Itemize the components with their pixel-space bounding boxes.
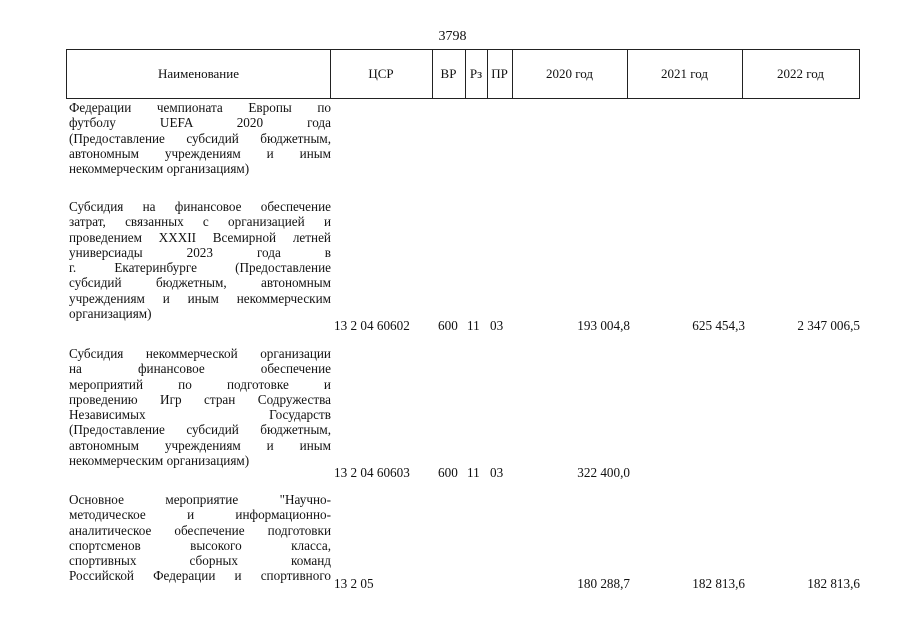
name-line: проведению Игр стран Содружества [69, 391, 331, 407]
name-line: автономным учреждениям и иным [69, 145, 331, 161]
row-rz: 11 [467, 318, 480, 333]
row-2020: 180 288,7 [577, 576, 630, 591]
row-csr: 13 2 05 [334, 576, 374, 591]
header-csr: ЦСР [368, 66, 394, 81]
row-2022: 2 347 006,5 [797, 318, 860, 333]
name-line: некоммерческим организациям) [69, 161, 250, 177]
name-line: спортивных сборных команд [69, 553, 331, 569]
header-name: Наименование [158, 66, 239, 81]
name-line: методическое и информационно- [69, 507, 331, 523]
row-2021: 625 454,3 [692, 318, 745, 333]
header-rz: Рз [469, 66, 483, 81]
name-line: организациям) [69, 306, 152, 322]
row-csr: 13 2 04 60602 [334, 318, 410, 333]
name-line: учреждениям и иным некоммерческим [69, 290, 331, 306]
name-line: некоммерческим организациям) [69, 453, 250, 469]
name-line: затрат, связанных с организацией и [69, 214, 331, 230]
row-name [69, 100, 331, 176]
name-line: спортсменов высокого класса, [69, 537, 331, 553]
row-name [69, 346, 331, 468]
row-vr: 600 [438, 318, 458, 333]
row-name [69, 199, 331, 321]
header-vr: ВР [440, 66, 457, 81]
table-header [66, 49, 860, 99]
name-line: (Предоставление субсидий бюджетным, [69, 130, 331, 146]
name-line: универсиады 2023 года в [69, 244, 331, 260]
name-line: автономным учреждениям и иным [69, 437, 331, 453]
header-2022: 2022 год [777, 66, 824, 81]
name-line: на финансовое обеспечение [69, 361, 331, 377]
name-line: мероприятий по подготовке и [69, 376, 331, 392]
row-2020: 322 400,0 [577, 465, 630, 480]
name-line: футболу UEFA 2020 года [69, 115, 331, 131]
name-line: Субсидия некоммерческой организации [69, 346, 331, 361]
row-name [69, 492, 331, 584]
name-line: Основное мероприятие "Научно- [69, 492, 331, 507]
name-line: г. Екатеринбурге (Предоставление [69, 260, 331, 276]
name-line: Федерации чемпионата Европы по [69, 100, 331, 115]
row-pr: 03 [490, 465, 504, 480]
name-line: Российской Федерации и спортивного [69, 568, 331, 584]
row-pr: 03 [490, 318, 504, 333]
header-2020: 2020 год [546, 66, 593, 81]
row-2020: 193 004,8 [577, 318, 630, 333]
row-2022: 182 813,6 [807, 576, 860, 591]
name-line: (Предоставление субсидий бюджетным, [69, 422, 331, 438]
row-vr: 600 [438, 465, 458, 480]
header-pr: ПР [491, 66, 508, 81]
header-2021: 2021 год [661, 66, 708, 81]
name-line: Независимых Государств [69, 407, 331, 423]
name-line: Субсидия на финансовое обеспечение [69, 199, 331, 214]
row-rz: 11 [467, 465, 480, 480]
name-line: субсидий бюджетным, автономным [69, 275, 331, 291]
name-line: проведением XXXII Всемирной летней [69, 229, 331, 245]
name-line: аналитическое обеспечение подготовки [69, 522, 331, 538]
page-number: 3798 [438, 29, 467, 44]
row-2021: 182 813,6 [692, 576, 745, 591]
row-csr: 13 2 04 60603 [334, 465, 410, 480]
